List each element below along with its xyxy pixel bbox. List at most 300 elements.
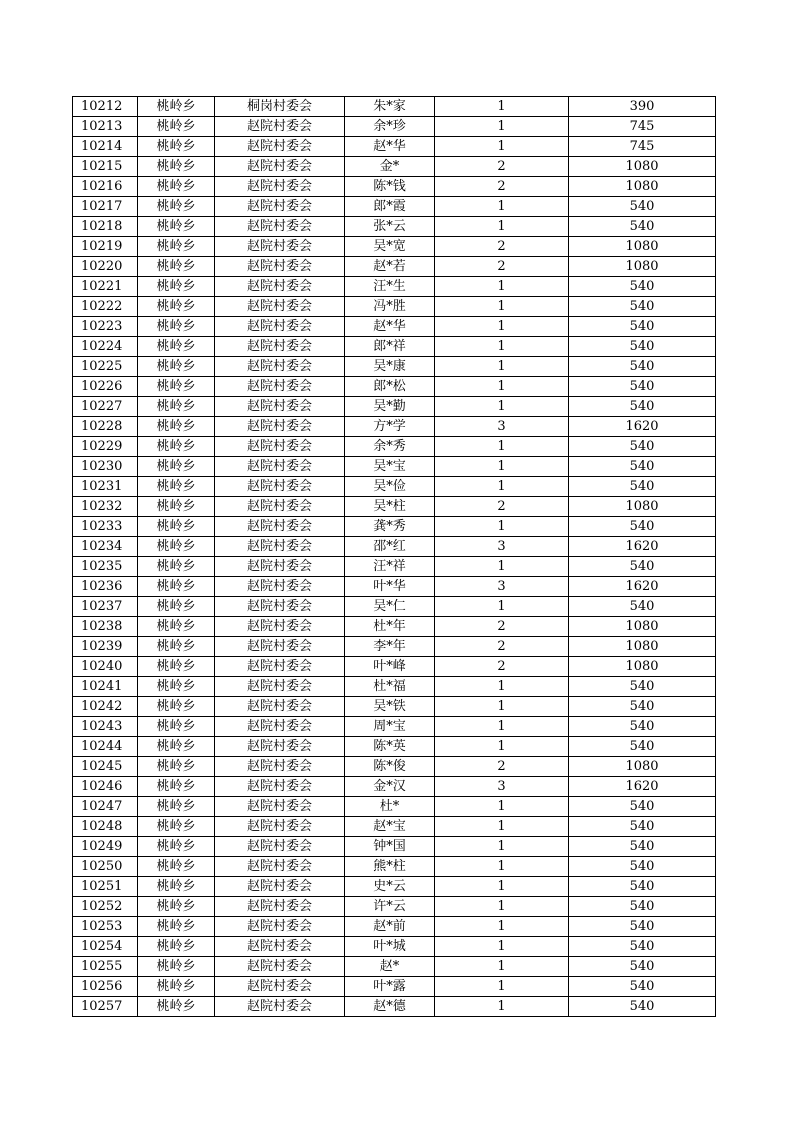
name-cell: 汪*生: [345, 277, 435, 297]
township-cell: 桃岭乡: [138, 357, 215, 377]
township-cell: 桃岭乡: [138, 157, 215, 177]
township-cell: 桃岭乡: [138, 417, 215, 437]
township-cell: 桃岭乡: [138, 397, 215, 417]
village-cell: 赵院村委会: [215, 657, 345, 677]
township-cell: 桃岭乡: [138, 237, 215, 257]
name-cell: 汪*祥: [345, 557, 435, 577]
id-cell: 10214: [73, 137, 138, 157]
amount-cell: 540: [569, 437, 716, 457]
township-cell: 桃岭乡: [138, 277, 215, 297]
id-cell: 10228: [73, 417, 138, 437]
amount-cell: 540: [569, 297, 716, 317]
name-cell: 冯*胜: [345, 297, 435, 317]
amount-cell: 540: [569, 917, 716, 937]
table-row: [73, 277, 716, 297]
table-row: [73, 697, 716, 717]
table-row: [73, 417, 716, 437]
name-cell: 叶*峰: [345, 657, 435, 677]
amount-cell: 1080: [569, 177, 716, 197]
village-cell: 赵院村委会: [215, 957, 345, 977]
village-cell: 赵院村委会: [215, 597, 345, 617]
table-row: [73, 777, 716, 797]
township-cell: 桃岭乡: [138, 557, 215, 577]
village-cell: 赵院村委会: [215, 677, 345, 697]
count-cell: 1: [435, 837, 569, 857]
village-cell: 赵院村委会: [215, 777, 345, 797]
table-row: [73, 597, 716, 617]
township-cell: 桃岭乡: [138, 597, 215, 617]
count-cell: 1: [435, 377, 569, 397]
village-cell: 赵院村委会: [215, 237, 345, 257]
name-cell: 金*: [345, 157, 435, 177]
township-cell: 桃岭乡: [138, 617, 215, 637]
amount-cell: 540: [569, 737, 716, 757]
id-cell: 10254: [73, 937, 138, 957]
table-row: [73, 397, 716, 417]
table-row: [73, 497, 716, 517]
amount-cell: 540: [569, 797, 716, 817]
count-cell: 1: [435, 937, 569, 957]
count-cell: 1: [435, 977, 569, 997]
id-cell: 10226: [73, 377, 138, 397]
id-cell: 10251: [73, 877, 138, 897]
village-cell: 赵院村委会: [215, 757, 345, 777]
village-cell: 赵院村委会: [215, 177, 345, 197]
id-cell: 10241: [73, 677, 138, 697]
township-cell: 桃岭乡: [138, 657, 215, 677]
count-cell: 1: [435, 117, 569, 137]
name-cell: 杜*福: [345, 677, 435, 697]
count-cell: 2: [435, 657, 569, 677]
amount-cell: 540: [569, 697, 716, 717]
village-cell: 赵院村委会: [215, 357, 345, 377]
table-row: [73, 177, 716, 197]
township-cell: 桃岭乡: [138, 297, 215, 317]
name-cell: 张*云: [345, 217, 435, 237]
amount-cell: 1080: [569, 757, 716, 777]
name-cell: 吴*勤: [345, 397, 435, 417]
amount-cell: 1620: [569, 417, 716, 437]
township-cell: 桃岭乡: [138, 977, 215, 997]
township-cell: 桃岭乡: [138, 897, 215, 917]
table-row: [73, 237, 716, 257]
amount-cell: 540: [569, 817, 716, 837]
count-cell: 2: [435, 257, 569, 277]
name-cell: 李*年: [345, 637, 435, 657]
count-cell: 3: [435, 537, 569, 557]
township-cell: 桃岭乡: [138, 497, 215, 517]
id-cell: 10224: [73, 337, 138, 357]
name-cell: 杜*: [345, 797, 435, 817]
name-cell: 陈*钱: [345, 177, 435, 197]
table-row: [73, 297, 716, 317]
table-row: [73, 577, 716, 597]
count-cell: 1: [435, 957, 569, 977]
village-cell: 赵院村委会: [215, 637, 345, 657]
table-row: [73, 477, 716, 497]
table-row: [73, 737, 716, 757]
count-cell: 1: [435, 557, 569, 577]
id-cell: 10240: [73, 657, 138, 677]
id-cell: 10227: [73, 397, 138, 417]
count-cell: 1: [435, 817, 569, 837]
village-cell: 赵院村委会: [215, 517, 345, 537]
amount-cell: 540: [569, 557, 716, 577]
table-row: [73, 677, 716, 697]
name-cell: 周*宝: [345, 717, 435, 737]
count-cell: 3: [435, 777, 569, 797]
table-row: [73, 917, 716, 937]
amount-cell: 540: [569, 977, 716, 997]
table-row: [73, 557, 716, 577]
name-cell: 杜*年: [345, 617, 435, 637]
id-cell: 10257: [73, 997, 138, 1017]
count-cell: 1: [435, 397, 569, 417]
name-cell: 吴*铁: [345, 697, 435, 717]
id-cell: 10248: [73, 817, 138, 837]
name-cell: 赵*华: [345, 317, 435, 337]
table-row: [73, 637, 716, 657]
village-cell: 赵院村委会: [215, 817, 345, 837]
count-cell: 3: [435, 577, 569, 597]
name-cell: 赵*宝: [345, 817, 435, 837]
amount-cell: 540: [569, 677, 716, 697]
township-cell: 桃岭乡: [138, 317, 215, 337]
name-cell: 郎*霞: [345, 197, 435, 217]
id-cell: 10237: [73, 597, 138, 617]
amount-cell: 540: [569, 217, 716, 237]
amount-cell: 540: [569, 517, 716, 537]
id-cell: 10234: [73, 537, 138, 557]
count-cell: 1: [435, 357, 569, 377]
village-cell: 赵院村委会: [215, 277, 345, 297]
village-cell: 赵院村委会: [215, 697, 345, 717]
table-row: [73, 977, 716, 997]
id-cell: 10222: [73, 297, 138, 317]
village-cell: 赵院村委会: [215, 217, 345, 237]
count-cell: 1: [435, 917, 569, 937]
village-cell: 赵院村委会: [215, 257, 345, 277]
count-cell: 1: [435, 197, 569, 217]
id-cell: 10244: [73, 737, 138, 757]
amount-cell: 540: [569, 597, 716, 617]
amount-cell: 540: [569, 897, 716, 917]
name-cell: 赵*华: [345, 137, 435, 157]
table-row: [73, 997, 716, 1017]
name-cell: 史*云: [345, 877, 435, 897]
id-cell: 10247: [73, 797, 138, 817]
id-cell: 10231: [73, 477, 138, 497]
id-cell: 10255: [73, 957, 138, 977]
count-cell: 1: [435, 337, 569, 357]
count-cell: 1: [435, 737, 569, 757]
amount-cell: 540: [569, 957, 716, 977]
id-cell: 10252: [73, 897, 138, 917]
id-cell: 10246: [73, 777, 138, 797]
township-cell: 桃岭乡: [138, 997, 215, 1017]
id-cell: 10233: [73, 517, 138, 537]
count-cell: 1: [435, 857, 569, 877]
count-cell: 1: [435, 697, 569, 717]
amount-cell: 745: [569, 137, 716, 157]
township-cell: 桃岭乡: [138, 517, 215, 537]
table-row: [73, 157, 716, 177]
township-cell: 桃岭乡: [138, 697, 215, 717]
id-cell: 10223: [73, 317, 138, 337]
village-cell: 赵院村委会: [215, 917, 345, 937]
amount-cell: 1080: [569, 497, 716, 517]
id-cell: 10245: [73, 757, 138, 777]
table-row: [73, 137, 716, 157]
township-cell: 桃岭乡: [138, 677, 215, 697]
village-cell: 赵院村委会: [215, 977, 345, 997]
name-cell: 吴*宽: [345, 237, 435, 257]
id-cell: 10239: [73, 637, 138, 657]
township-cell: 桃岭乡: [138, 337, 215, 357]
table-row: [73, 937, 716, 957]
count-cell: 1: [435, 897, 569, 917]
amount-cell: 1620: [569, 537, 716, 557]
amount-cell: 745: [569, 117, 716, 137]
name-cell: 郎*松: [345, 377, 435, 397]
amount-cell: 540: [569, 277, 716, 297]
id-cell: 10256: [73, 977, 138, 997]
township-cell: 桃岭乡: [138, 457, 215, 477]
name-cell: 许*云: [345, 897, 435, 917]
count-cell: 3: [435, 417, 569, 437]
amount-cell: 540: [569, 377, 716, 397]
table-row: [73, 357, 716, 377]
count-cell: 2: [435, 757, 569, 777]
count-cell: 1: [435, 477, 569, 497]
township-cell: 桃岭乡: [138, 217, 215, 237]
village-cell: 赵院村委会: [215, 337, 345, 357]
village-cell: 赵院村委会: [215, 537, 345, 557]
village-cell: 赵院村委会: [215, 117, 345, 137]
count-cell: 2: [435, 617, 569, 637]
name-cell: 熊*柱: [345, 857, 435, 877]
village-cell: 赵院村委会: [215, 557, 345, 577]
village-cell: 赵院村委会: [215, 317, 345, 337]
table-row: [73, 817, 716, 837]
amount-cell: 1620: [569, 777, 716, 797]
table-row: [73, 97, 716, 117]
village-cell: 赵院村委会: [215, 937, 345, 957]
id-cell: 10236: [73, 577, 138, 597]
name-cell: 余*珍: [345, 117, 435, 137]
name-cell: 方*学: [345, 417, 435, 437]
township-cell: 桃岭乡: [138, 877, 215, 897]
count-cell: 1: [435, 457, 569, 477]
amount-cell: 540: [569, 317, 716, 337]
township-cell: 桃岭乡: [138, 817, 215, 837]
count-cell: 1: [435, 717, 569, 737]
village-cell: 赵院村委会: [215, 157, 345, 177]
count-cell: 2: [435, 237, 569, 257]
name-cell: 陈*英: [345, 737, 435, 757]
name-cell: 吴*宝: [345, 457, 435, 477]
name-cell: 赵*前: [345, 917, 435, 937]
count-cell: 1: [435, 677, 569, 697]
id-cell: 10243: [73, 717, 138, 737]
table-body: [73, 97, 716, 1017]
township-cell: 桃岭乡: [138, 857, 215, 877]
amount-cell: 540: [569, 837, 716, 857]
id-cell: 10249: [73, 837, 138, 857]
count-cell: 1: [435, 217, 569, 237]
table-row: [73, 617, 716, 637]
table-row: [73, 717, 716, 737]
amount-cell: 540: [569, 877, 716, 897]
count-cell: 2: [435, 177, 569, 197]
count-cell: 1: [435, 297, 569, 317]
name-cell: 朱*家: [345, 97, 435, 117]
village-cell: 赵院村委会: [215, 457, 345, 477]
id-cell: 10213: [73, 117, 138, 137]
table-row: [73, 337, 716, 357]
data-table: [72, 96, 716, 1017]
id-cell: 10230: [73, 457, 138, 477]
table-row: [73, 377, 716, 397]
village-cell: 赵院村委会: [215, 477, 345, 497]
village-cell: 赵院村委会: [215, 497, 345, 517]
township-cell: 桃岭乡: [138, 537, 215, 557]
township-cell: 桃岭乡: [138, 957, 215, 977]
village-cell: 赵院村委会: [215, 297, 345, 317]
township-cell: 桃岭乡: [138, 917, 215, 937]
village-cell: 赵院村委会: [215, 417, 345, 437]
count-cell: 2: [435, 497, 569, 517]
amount-cell: 540: [569, 397, 716, 417]
name-cell: 叶*露: [345, 977, 435, 997]
table-row: [73, 217, 716, 237]
count-cell: 1: [435, 877, 569, 897]
village-cell: 赵院村委会: [215, 717, 345, 737]
amount-cell: 540: [569, 197, 716, 217]
amount-cell: 390: [569, 97, 716, 117]
id-cell: 10229: [73, 437, 138, 457]
count-cell: 1: [435, 97, 569, 117]
township-cell: 桃岭乡: [138, 637, 215, 657]
table-row: [73, 657, 716, 677]
township-cell: 桃岭乡: [138, 937, 215, 957]
village-cell: 赵院村委会: [215, 617, 345, 637]
count-cell: 2: [435, 637, 569, 657]
table-row: [73, 537, 716, 557]
name-cell: 吴*康: [345, 357, 435, 377]
name-cell: 陈*俊: [345, 757, 435, 777]
count-cell: 1: [435, 997, 569, 1017]
table-row: [73, 797, 716, 817]
name-cell: 赵*: [345, 957, 435, 977]
id-cell: 10242: [73, 697, 138, 717]
amount-cell: 1080: [569, 257, 716, 277]
amount-cell: 1080: [569, 657, 716, 677]
id-cell: 10217: [73, 197, 138, 217]
amount-cell: 1080: [569, 617, 716, 637]
id-cell: 10221: [73, 277, 138, 297]
id-cell: 10250: [73, 857, 138, 877]
table-row: [73, 877, 716, 897]
id-cell: 10220: [73, 257, 138, 277]
table-row: [73, 957, 716, 977]
village-cell: 赵院村委会: [215, 997, 345, 1017]
name-cell: 邵*红: [345, 537, 435, 557]
count-cell: 1: [435, 317, 569, 337]
township-cell: 桃岭乡: [138, 477, 215, 497]
township-cell: 桃岭乡: [138, 777, 215, 797]
table-row: [73, 837, 716, 857]
count-cell: 2: [435, 157, 569, 177]
township-cell: 桃岭乡: [138, 737, 215, 757]
table-row: [73, 197, 716, 217]
village-cell: 赵院村委会: [215, 897, 345, 917]
village-cell: 赵院村委会: [215, 737, 345, 757]
name-cell: 吴*柱: [345, 497, 435, 517]
village-cell: 桐岗村委会: [215, 97, 345, 117]
name-cell: 郎*祥: [345, 337, 435, 357]
township-cell: 桃岭乡: [138, 257, 215, 277]
township-cell: 桃岭乡: [138, 177, 215, 197]
table-row: [73, 437, 716, 457]
township-cell: 桃岭乡: [138, 97, 215, 117]
village-cell: 赵院村委会: [215, 857, 345, 877]
township-cell: 桃岭乡: [138, 577, 215, 597]
count-cell: 1: [435, 277, 569, 297]
name-cell: 叶*城: [345, 937, 435, 957]
id-cell: 10215: [73, 157, 138, 177]
amount-cell: 540: [569, 717, 716, 737]
amount-cell: 1080: [569, 237, 716, 257]
village-cell: 赵院村委会: [215, 377, 345, 397]
township-cell: 桃岭乡: [138, 837, 215, 857]
township-cell: 桃岭乡: [138, 797, 215, 817]
count-cell: 1: [435, 137, 569, 157]
name-cell: 钟*国: [345, 837, 435, 857]
village-cell: 赵院村委会: [215, 397, 345, 417]
table-row: [73, 257, 716, 277]
name-cell: 吴*俭: [345, 477, 435, 497]
name-cell: 叶*华: [345, 577, 435, 597]
id-cell: 10225: [73, 357, 138, 377]
id-cell: 10235: [73, 557, 138, 577]
table-row: [73, 757, 716, 777]
table-row: [73, 317, 716, 337]
village-cell: 赵院村委会: [215, 197, 345, 217]
id-cell: 10219: [73, 237, 138, 257]
village-cell: 赵院村委会: [215, 877, 345, 897]
table-row: [73, 517, 716, 537]
amount-cell: 540: [569, 457, 716, 477]
id-cell: 10253: [73, 917, 138, 937]
amount-cell: 540: [569, 477, 716, 497]
village-cell: 赵院村委会: [215, 577, 345, 597]
amount-cell: 540: [569, 857, 716, 877]
name-cell: 赵*若: [345, 257, 435, 277]
table-row: [73, 897, 716, 917]
village-cell: 赵院村委会: [215, 137, 345, 157]
name-cell: 吴*仁: [345, 597, 435, 617]
id-cell: 10218: [73, 217, 138, 237]
township-cell: 桃岭乡: [138, 717, 215, 737]
id-cell: 10232: [73, 497, 138, 517]
table-row: [73, 857, 716, 877]
name-cell: 赵*德: [345, 997, 435, 1017]
name-cell: 金*汉: [345, 777, 435, 797]
township-cell: 桃岭乡: [138, 757, 215, 777]
village-cell: 赵院村委会: [215, 437, 345, 457]
id-cell: 10238: [73, 617, 138, 637]
